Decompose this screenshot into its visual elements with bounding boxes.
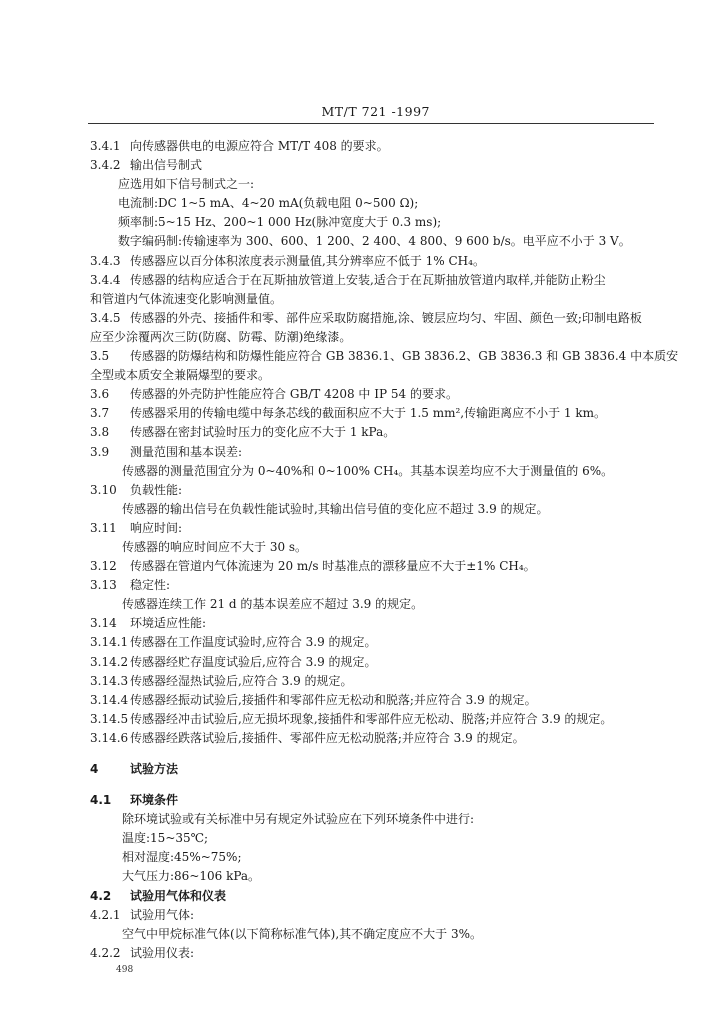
clause-text: 传感器经跌落试验后,接插件、零部件应无松动脱落;并应符合 3.9 的规定。: [130, 730, 525, 745]
clause-text: 负载性能:: [130, 482, 183, 497]
indented-text: 传感器连续工作 21 d 的基本误差应不超过 3.9 的规定。: [122, 597, 424, 612]
clause-number: 3.14.1: [90, 635, 129, 650]
clause-number: 3.14.6: [90, 730, 129, 745]
clause-number: 3.10: [90, 482, 117, 497]
continuation-text: 应至少涂覆两次三防(防腐、防霉、防潮)绝缘漆。: [90, 329, 352, 344]
text-line: [90, 653, 668, 672]
text-line: [90, 906, 668, 925]
clause-number: 3.4.2: [90, 158, 121, 173]
text-line: [90, 194, 668, 213]
text-line: [90, 760, 668, 779]
text-line: [90, 481, 668, 500]
clause-number: 3.6: [90, 387, 110, 402]
indented-text: 除环境试验或有关标准中另有规定外试验应在下列环境条件中进行:: [122, 812, 475, 827]
text-line: [90, 347, 679, 366]
text-line: [90, 691, 668, 710]
clause-text: 传感器的外壳、接插件和零、部件应采取防腐措施,涂、镀层应均匀、牢固、颜色一致;印制电路板: [130, 310, 642, 325]
clause-number: 3.4.4: [90, 272, 121, 287]
indented-text: 数字编码制:传输速率为 300、600、1 200、2 400、4 800、9 600 b/s。电平应不小于 3 V。: [118, 234, 631, 249]
clause-number: 3.14.3: [90, 673, 129, 688]
text-line: [90, 213, 668, 232]
continuation-text: 全型或本质安全兼隔爆型的要求。: [90, 368, 271, 383]
page-number: 498: [116, 965, 134, 975]
clause-text: 传感器经贮存温度试验后,应符合 3.9 的规定。: [130, 654, 377, 669]
clause-number: 3.14.5: [90, 711, 129, 726]
section-gap: [90, 748, 668, 760]
clause-text: 传感器采用的传输电缆中每条芯线的截面积应不大于 1.5 mm²,传输距离应不小于 1 km。: [130, 406, 607, 421]
clause-number: 3.14.4: [90, 692, 129, 707]
clause-number: 3.14: [90, 616, 117, 631]
clause-text: 传感器在管道内气体流速为 20 m/s 时基准点的漂移量应不大于±1% CH₄。: [130, 559, 536, 574]
clause-text: 环境适应性能:: [130, 616, 207, 631]
text-line: [90, 252, 668, 271]
text-line: [90, 672, 668, 691]
clause-number: 3.11: [90, 520, 117, 535]
text-line: [90, 867, 668, 886]
text-line: [90, 729, 668, 748]
clause-number: 3.12: [90, 559, 117, 574]
text-line: [90, 500, 668, 519]
clause-number: 3.4.5: [90, 310, 121, 325]
text-line: [90, 309, 668, 328]
clause-text: 传感器经湿热试验后,应符合 3.9 的规定。: [130, 673, 353, 688]
clause-number: 4: [90, 762, 99, 776]
text-line: [90, 443, 668, 462]
clause-number: 3.8: [90, 425, 110, 440]
clause-number: 3.7: [90, 406, 110, 421]
section-heading: 试验方法: [130, 762, 179, 776]
text-line: [90, 925, 668, 944]
standard-number-header: MT/T 721 -1997: [321, 104, 430, 119]
text-line: [90, 887, 668, 906]
text-line: [90, 366, 668, 385]
text-line: [90, 519, 668, 538]
indented-text: 空气中甲烷标准气体(以下简称标准气体),其不确定度应不大于 3%。: [122, 926, 483, 941]
clause-text: 试验用仪表:: [130, 945, 195, 960]
text-line: [90, 557, 668, 576]
clause-text: 传感器的结构应适合于在瓦斯抽放管道上安装,适合于在瓦斯抽放管道内取样,并能防止粉尘: [130, 272, 606, 287]
text-line: [90, 576, 668, 595]
text-line: [90, 848, 668, 867]
indented-text: 传感器的测量范围宜分为 0~40%和 0~100% CH₄。其基本误差均应不大于测量值的 6%。: [122, 463, 614, 478]
text-line: [90, 385, 668, 404]
text-line: [90, 710, 668, 729]
indented-text: 传感器的响应时间应不大于 30 s。: [122, 539, 308, 554]
section-gap: [90, 779, 668, 791]
clause-text: 传感器在工作温度试验时,应符合 3.9 的规定。: [130, 635, 377, 650]
indented-text: 温度:15~35℃;: [122, 831, 209, 846]
clause-number: 3.4.1: [90, 139, 121, 153]
clause-number: 3.9: [90, 444, 110, 459]
clause-text: 传感器的外壳防护性能应符合 GB/T 4208 中 IP 54 的要求。: [130, 387, 458, 402]
indented-text: 应选用如下信号制式之一:: [118, 177, 255, 192]
text-line: [90, 829, 668, 848]
text-line: [90, 232, 668, 251]
document-body: [90, 137, 679, 963]
indented-text: 相对湿度:45%~75%;: [122, 850, 242, 865]
header-rule: [88, 123, 654, 124]
text-line: [90, 462, 668, 481]
clause-number: 3.14.2: [90, 654, 129, 669]
indented-text: 传感器的输出信号在负载性能试验时,其输出信号值的变化应不超过 3.9 的规定。: [122, 501, 549, 516]
clause-text: 测量范围和基本误差:: [130, 444, 243, 459]
clause-number: 3.4.3: [90, 253, 121, 268]
indented-text: 频率制:5~15 Hz、200~1 000 Hz(脉冲宽度大于 0.3 ms);: [118, 215, 442, 230]
text-line: [90, 271, 668, 290]
section-heading: 环境条件: [130, 793, 179, 808]
text-line: [90, 404, 668, 423]
clause-text: 传感器在密封试验时压力的变化应不大于 1 kPa。: [130, 425, 396, 440]
clause-number: 4.2: [90, 888, 112, 903]
clause-text: 传感器经冲击试验后,应无损坏现象,接插件和零部件应无松动、脱落;并应符合 3.9 的规定。: [130, 711, 613, 726]
clause-text: 向传感器供电的电源应符合 MT/T 408 的要求。: [130, 139, 389, 153]
text-line: [90, 595, 668, 614]
clause-text: 传感器经振动试验后,接插件和零部件应无松动和脱落;并应符合 3.9 的规定。: [130, 692, 537, 707]
clause-number: 3.5: [90, 349, 110, 364]
indented-text: 大气压力:86~106 kPa。: [122, 869, 261, 884]
continuation-text: 和管道内气体流速变化影响测量值。: [90, 291, 283, 306]
clause-text: 输出信号制式: [130, 158, 203, 173]
clause-number: 4.2.1: [90, 907, 121, 922]
clause-text: 传感器应以百分体积浓度表示测量值,其分辨率应不低于 1% CH₄。: [130, 253, 485, 268]
section-heading: 试验用气体和仪表: [130, 888, 227, 903]
clause-text: 试验用气体:: [130, 907, 195, 922]
clause-text: 传感器的防爆结构和防爆性能应符合 GB 3836.1、GB 3836.2、GB 3836.3 和 GB 3836.4 中本质安: [130, 349, 679, 364]
clause-text: 稳定性:: [130, 578, 171, 593]
text-line: [90, 423, 668, 442]
clause-text: 响应时间:: [130, 520, 183, 535]
text-line: [90, 156, 668, 175]
text-line: [90, 810, 668, 829]
clause-number: 4.1: [90, 793, 112, 808]
text-line: [90, 328, 668, 347]
text-line: [90, 538, 668, 557]
text-line: [90, 137, 668, 156]
clause-number: 3.13: [90, 578, 117, 593]
text-line: [90, 290, 668, 309]
text-line: [90, 944, 668, 963]
text-line: [90, 614, 668, 633]
indented-text: 电流制:DC 1~5 mA、4~20 mA(负载电阻 0~500 Ω);: [118, 196, 419, 211]
text-line: [90, 633, 668, 652]
clause-number: 4.2.2: [90, 945, 121, 960]
text-line: [90, 791, 668, 810]
text-line: [90, 175, 668, 194]
